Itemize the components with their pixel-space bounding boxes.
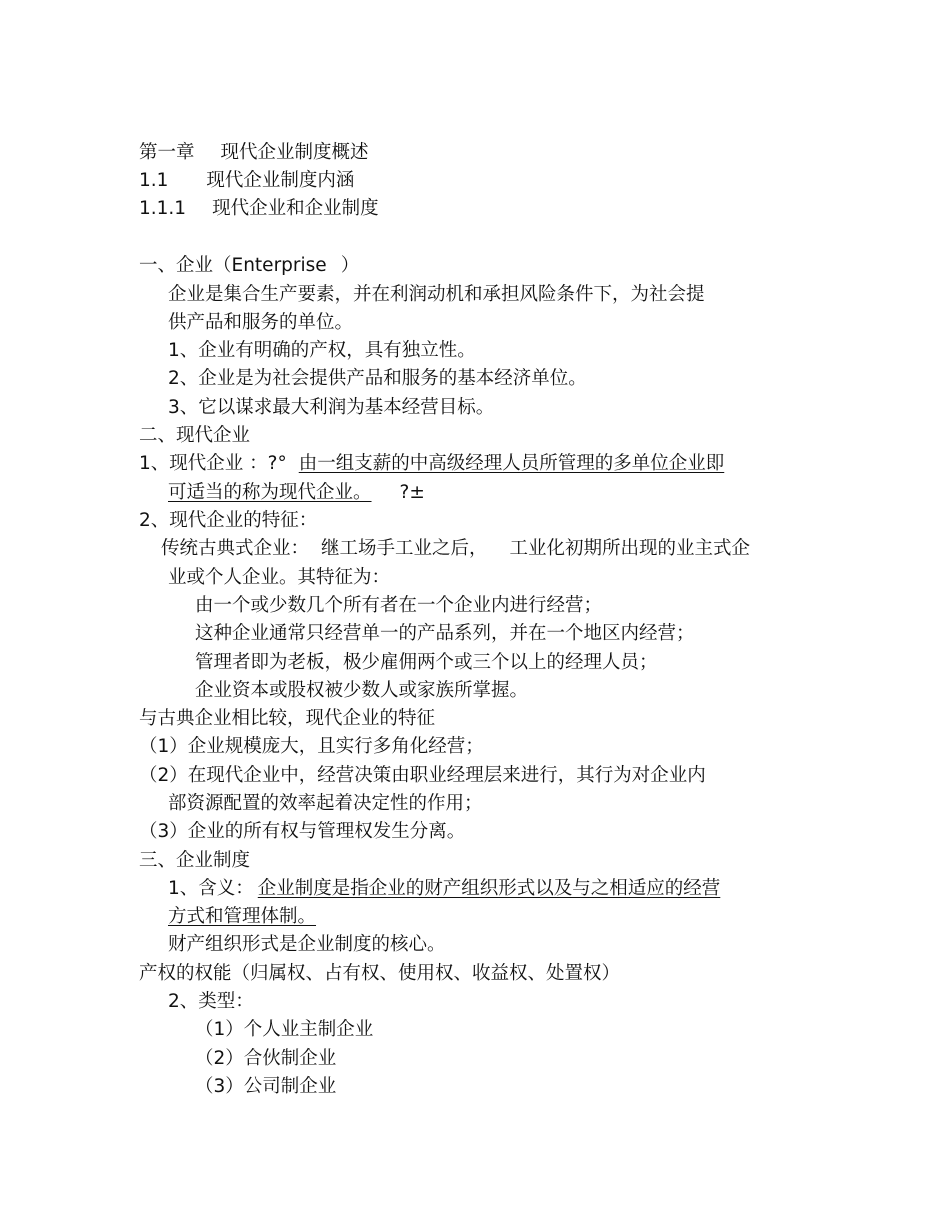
traditional-feature-2: 这种企业通常只经营单一的产品系列，并在一个地区内经营； (195, 623, 695, 644)
modern-enterprise-definition-line-2 (168, 481, 425, 505)
subsection-heading (139, 197, 379, 221)
section-title: 现代企业制度内涵 (206, 170, 355, 191)
part2-heading: 二、现代企业 (139, 425, 251, 446)
meaning-prefix: 1、含义： (168, 878, 254, 899)
part1-heading-prefix: 一、企业（ (139, 255, 232, 276)
part3-heading: 三、企业制度 (139, 850, 251, 871)
definition-line-2: 供产品和服务的单位。 (168, 312, 354, 333)
traditional-feature-1: 由一个或少数几个所有者在一个企业内进行经营； (195, 595, 603, 616)
traditional-label: 传统古典式企业： (161, 538, 310, 559)
meaning-line-2 (168, 905, 336, 929)
part1-heading-suffix: ） (340, 255, 360, 276)
core-statement: 财产组织形式是企业制度的核心。 (168, 934, 446, 955)
chapter-title: 现代企业制度概述 (220, 142, 369, 163)
modern-enterprise-definition-line-1 (139, 452, 758, 476)
item1-prefix: 1、现代企业 ：?° (139, 453, 287, 474)
section-heading (139, 169, 354, 193)
item1-underlined-line-2: 可适当的称为现代企业。 (168, 482, 372, 503)
point-2: 2、企业是为社会提供产品和服务的基本经济单位。 (168, 368, 587, 389)
subsection-title: 现代企业和企业制度 (212, 198, 379, 219)
modern-feature-1: （1）企业规模庞大，且实行多角化经营； (139, 736, 484, 757)
traditional-feature-3: 管理者即为老板，极少雇佣两个或三个以上的经理人员； (195, 652, 658, 673)
traditional-text-1: 继工场手工业之后， (321, 538, 488, 559)
meaning-line-1 (168, 877, 758, 901)
type-3: （3）公司制企业 (195, 1076, 337, 1097)
type-2: （2）合伙制企业 (195, 1048, 337, 1069)
chapter-heading (139, 141, 369, 165)
point-1: 1、企业有明确的产权，具有独立性。 (168, 340, 476, 361)
meaning-underlined-line-1: 企业制度是指企业的财产组织形式以及与之相适应的经营 (257, 878, 721, 899)
traditional-enterprise-line-1 (161, 537, 750, 561)
subsection-number: 1.1.1 (139, 198, 187, 219)
item2-heading: 2、现代企业的特征： (139, 510, 318, 531)
traditional-enterprise-line-2: 业或个人企业。其特征为： (168, 567, 391, 588)
modern-feature-2-line-2: 部资源配置的效率起着决定性的作用； (168, 793, 483, 814)
property-rights: 产权的权能（归属权、占有权、使用权、收益权、处置权） (139, 963, 621, 984)
meaning-underlined-line-2: 方式和管理体制。 (168, 906, 317, 927)
types-heading: 2、类型： (168, 991, 254, 1012)
traditional-feature-4: 企业资本或股权被少数人或家族所掌握。 (195, 680, 529, 701)
definition-line-1: 企业是集合生产要素，并在利润动机和承担风险条件下，为社会提 (168, 284, 705, 305)
modern-feature-2-line-1: （2）在现代企业中，经营决策由职业经理层来进行，其行为对企业内 (139, 765, 706, 786)
part1-heading (139, 254, 359, 278)
chapter-label: 第一章 (139, 142, 195, 163)
comparison-heading: 与古典企业相比较，现代企业的特征 (139, 708, 436, 729)
traditional-text-2: 工业化初期所出现的业主式企 (509, 538, 751, 559)
part1-heading-en: Enterprise (231, 255, 327, 276)
point-3: 3、它以谋求最大利润为基本经营目标。 (168, 397, 495, 418)
type-1: （1）个人业主制企业 (195, 1019, 374, 1040)
item1-underlined-line-1: 由一组支薪的中高级经理人员所管理的多单位企业即 (298, 453, 725, 474)
section-number: 1.1 (139, 170, 169, 191)
modern-feature-3: （3）企业的所有权与管理权发生分离。 (139, 821, 466, 842)
item1-suffix: ?± (399, 482, 425, 503)
